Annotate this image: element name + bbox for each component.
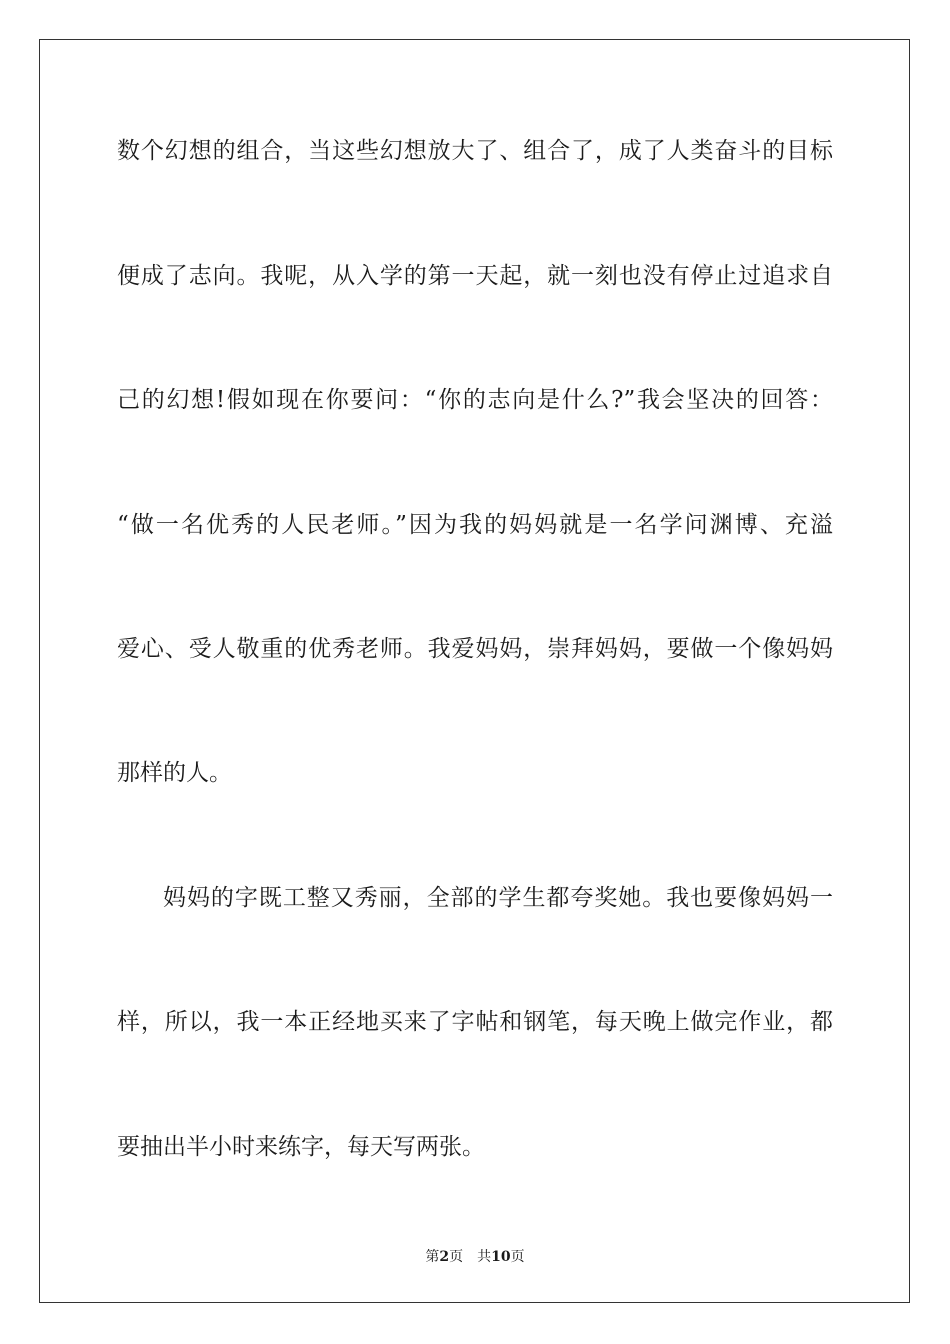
current-page-number: 2 xyxy=(439,1249,450,1265)
total-suffix: 页 xyxy=(510,1249,525,1265)
paragraph-1-line-5: 爱心、受人敬重的优秀老师。我爱妈妈，崇拜妈妈，要做一个像妈妈 xyxy=(117,636,833,662)
page-prefix: 第 xyxy=(425,1249,440,1265)
paragraph-2-line-3: 要抽出半小时来练字，每天写两张。 xyxy=(117,1134,485,1160)
page-suffix: 页 xyxy=(449,1249,464,1265)
page-footer xyxy=(0,1247,950,1267)
paragraph-2-line-1: 妈妈的字既工整又秀丽，全部的学生都夸奖她。我也要像妈妈一 xyxy=(163,885,833,911)
total-page-count: 10 xyxy=(491,1249,511,1265)
paragraph-2-line-2: 样，所以，我一本正经地买来了字帖和钢笔，每天晚上做完作业，都 xyxy=(117,1009,833,1035)
paragraph-1-line-4: “做一名优秀的人民老师。”因为我的妈妈就是一名学问渊博、充溢 xyxy=(117,512,833,538)
page-border xyxy=(39,39,910,1303)
paragraph-1-line-6: 那样的人。 xyxy=(117,760,232,786)
paragraph-1-line-1: 数个幻想的组合，当这些幻想放大了、组合了，成了人类奋斗的目标 xyxy=(117,138,833,164)
paragraph-1-line-2: 便成了志向。我呢，从入学的第一天起，就一刻也没有停止过追求自 xyxy=(117,263,833,289)
paragraph-1-line-3: 己的幻想!假如现在你要问：“你的志向是什么?”我会坚决的回答： xyxy=(117,387,833,413)
total-prefix: 共 xyxy=(477,1249,492,1265)
